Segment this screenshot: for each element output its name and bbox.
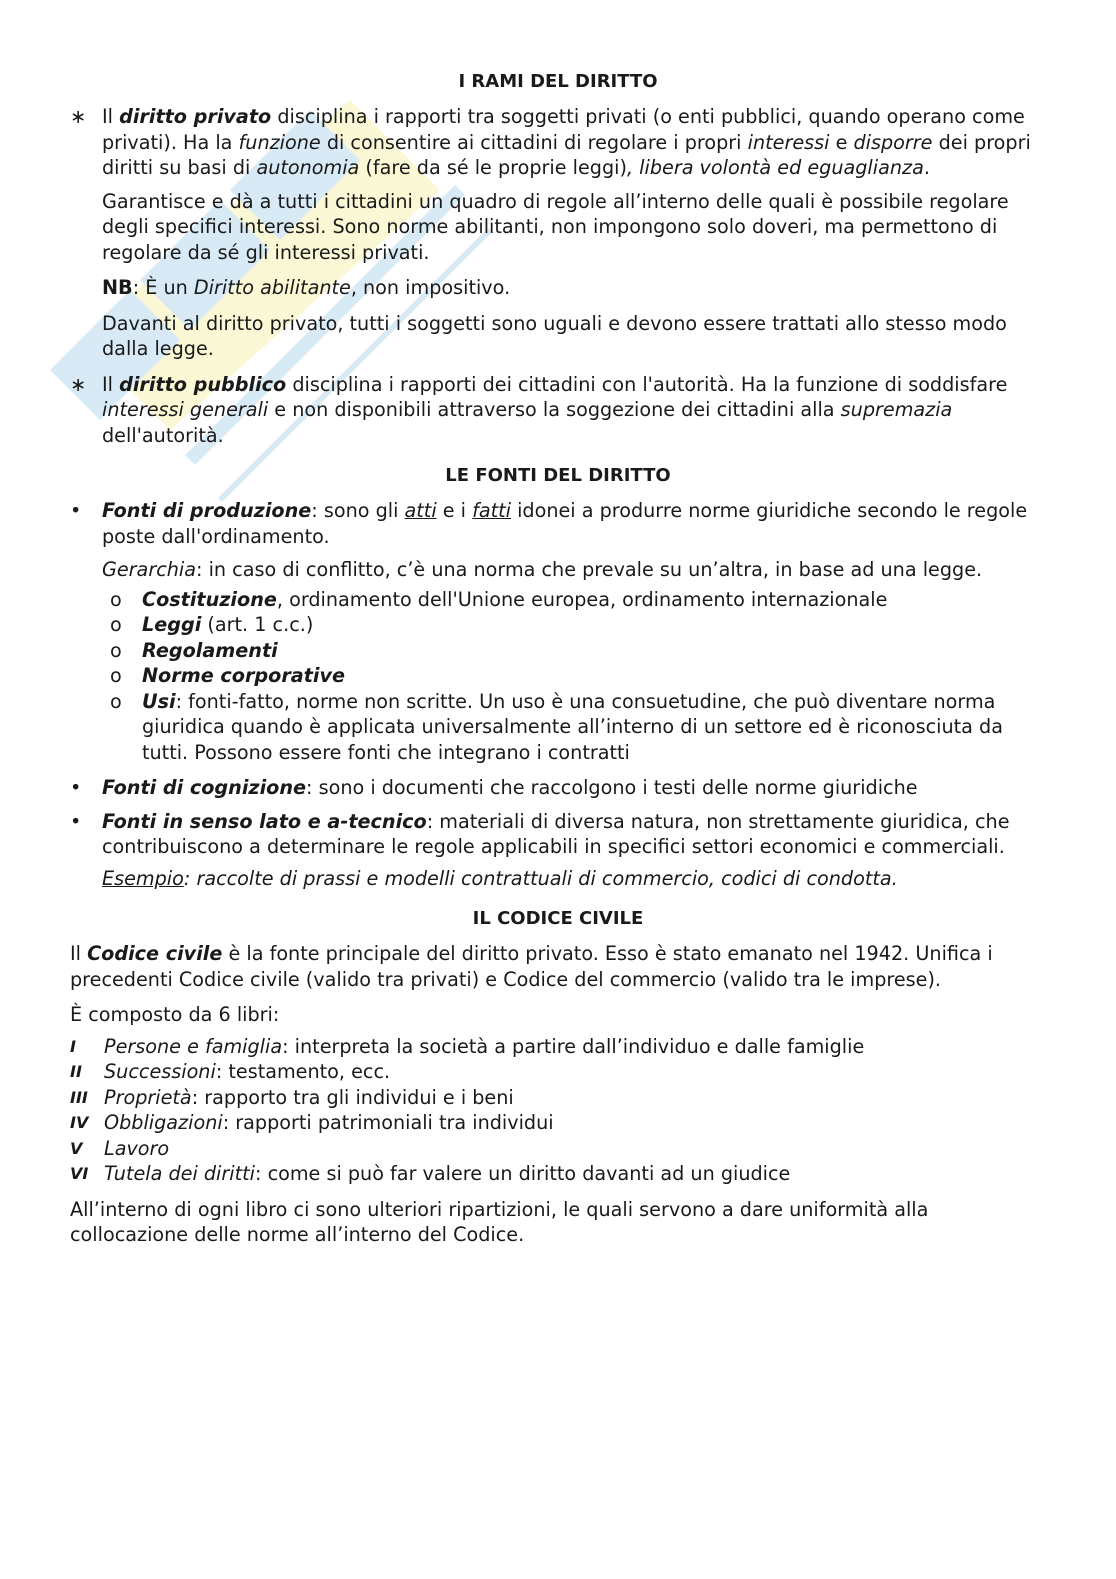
term: Fonti di produzione [102,499,312,522]
term: Diritto abilitante [193,276,351,299]
text: (fare da sé le proprie leggi) [359,156,627,179]
libro-item [70,1034,1046,1060]
term: Usi [142,689,176,713]
text: disciplina i rapporti dei cittadini con l'autorità. Ha la funzione di soddisfare [286,372,1008,396]
asterisk-marker: ∗ [70,105,87,128]
text: e [829,130,854,154]
text: disciplina i rapporti tra soggetti privati (o enti pubblici, quando operano come privati). Ha la [102,105,1025,154]
bullet-fonti-produzione [70,498,1046,549]
libro-number: I [70,1036,76,1056]
bullet-marker: • [70,499,82,522]
paragraph-garantisce: Garantisce e dà a tutti i cittadini un quadro di regole all’interno delle quali è possibile regolare degli specifici interessi. Sono norme abilitanti, non impongono solo doveri, ma permettono di regolare da sé gli interessi privati. [102,189,1009,264]
text: è la fonte principale del diritto privato. Esso è stato emanato nel 1942. Unifica i precedenti Codice civile (valido tra privati) e Codice del commercio (valido tra le imprese). [70,942,993,991]
text: Il [70,942,88,965]
section-title-rami: I RAMI DEL DIRITTO [458,71,658,92]
libro-name: Proprietà [104,1085,192,1109]
text: e i [436,499,473,522]
section-title-fonti: LE FONTI DEL DIRITTO [445,465,671,486]
circle-marker: o [110,664,122,687]
text: : sono i documenti che raccolgono i testi delle norme giuridiche [306,776,918,799]
bullet-marker: • [70,776,82,799]
term: Gerarchia [102,558,197,581]
term: Fonti in senso lato e a-tecnico [102,809,427,833]
libro-item [70,1161,1046,1187]
text: : materiali di diversa natura, non strettamente giuridica, che contribuiscono a determinare le regole applicabili in specifici settori economici e commerciali. [102,809,1010,858]
libro-desc: : testamento, ecc. [215,1060,391,1083]
term-codice-civile: Codice civile [87,942,223,965]
text: . [923,156,930,179]
libro-number: IV [70,1113,89,1132]
libro-item [70,1110,1046,1136]
text: : raccolte di prassi e modelli contrattuali di commercio, codici di condotta. [183,866,898,890]
document-page [70,70,1046,1258]
section-title-codice: IL CODICE CIVILE [472,908,644,929]
text: Il [102,105,120,128]
text: , non impositivo. [350,276,511,299]
libro-desc: : interpreta la società a partire dall’individuo e dalle famiglie [282,1034,865,1058]
paragraph-esempio [70,866,1046,892]
libro-name: Lavoro [104,1136,170,1160]
text: dell'autorità. [102,423,224,447]
text: dei propri diritti su basi di [102,130,1031,179]
text: Il [102,372,120,396]
bullet-fonti-senso-lato [70,809,1046,860]
bullet-marker: • [70,809,82,833]
libro-number: III [70,1087,88,1107]
paragraph-davanti: Davanti al diritto privato, tutti i soggetti sono uguali e devono essere trattati allo stesso modo dalla legge. [102,311,1007,360]
term: interessi [747,130,830,154]
libro-number: V [70,1138,83,1158]
circle-marker: o [110,613,122,636]
libro-number: VI [70,1164,89,1183]
sub-item-leggi [70,612,1046,638]
libro-item [70,1059,1046,1085]
term: Norme corporative [142,664,346,687]
circle-marker: o [110,689,122,713]
libro-name: Tutela dei diritti [104,1162,255,1185]
term: disporre [853,130,933,154]
term: Fonti di cognizione [102,776,307,799]
circle-marker: o [110,638,122,662]
libro-desc: : rapporto tra gli individui e i beni [191,1085,514,1109]
text: (art. 1 c.c.) [201,613,314,636]
libri-list [70,1034,1046,1187]
text: , ordinamento dell'Unione europea, ordinamento internazionale [276,587,888,611]
term: funzione [238,130,321,154]
paragraph-codice-civile [70,941,1046,992]
bullet-fonti-cognizione [70,775,1046,801]
term: interessi generali [102,398,269,421]
text: e non disponibili attraverso la soggezione dei cittadini alla [268,398,841,421]
sub-item-costituzione [70,587,1046,613]
term: supremazia [840,398,953,421]
text: idonei a produrre norme giuridiche secondo le regole poste dall'ordinamento. [102,499,1028,548]
paragraph-composto: È composto da 6 libri: [70,1003,280,1026]
paragraph-ripartizioni: All’interno di ogni libro ci sono ulteriori ripartizioni, le quali servono a dare uniformità alla collocazione delle norme all’interno del Codice. [70,1197,929,1246]
text: : È un [132,276,194,299]
libro-item [70,1136,1046,1162]
bullet-diritto-pubblico [70,372,1046,449]
term: Costituzione [142,587,277,611]
asterisk-marker: ∗ [70,372,87,396]
sub-item-norme-corporative [70,663,1046,689]
esempio-label: Esempio [102,866,184,890]
libro-number: II [70,1062,82,1081]
text: : in caso di conflitto, c’è una norma che prevale su un’altra, in base ad una legge. [196,558,983,581]
paragraph-gerarchia [70,557,1046,583]
libro-name: Obbligazioni [104,1111,223,1134]
term: Leggi [142,613,202,636]
text: : fonti-fatto, norme non scritte. Un uso è una consuetudine, che può diventare norma giuridica quando è applicata universalmente all’interno di un settore ed è riconosciuta da tutti. Possono essere fonti che integrano i contratti [142,689,1003,764]
nb-label: NB [102,276,133,299]
term: Regolamenti [142,638,278,662]
circle-marker: o [110,587,122,611]
term-diritto-privato: diritto privato [119,105,272,128]
sub-item-usi [70,689,1046,766]
libro-desc: : rapporti patrimoniali tra individui [222,1111,554,1134]
term-fatti: fatti [472,499,511,522]
term-atti: atti [404,499,437,522]
libro-name: Persone e famiglia [104,1034,283,1058]
nb-note [70,275,1046,301]
sub-item-regolamenti [70,638,1046,664]
term: , libera volontà ed eguaglianza [626,156,924,179]
text: : sono gli [311,499,405,522]
text: di consentire ai cittadini di regolare i propri [320,130,748,154]
bullet-diritto-privato [70,104,1046,181]
libro-name: Successioni [104,1060,216,1083]
term-diritto-pubblico: diritto pubblico [119,372,287,396]
libro-item [70,1085,1046,1111]
term: autonomia [256,156,360,179]
libro-desc: : come si può far valere un diritto davanti ad un giudice [255,1162,791,1185]
